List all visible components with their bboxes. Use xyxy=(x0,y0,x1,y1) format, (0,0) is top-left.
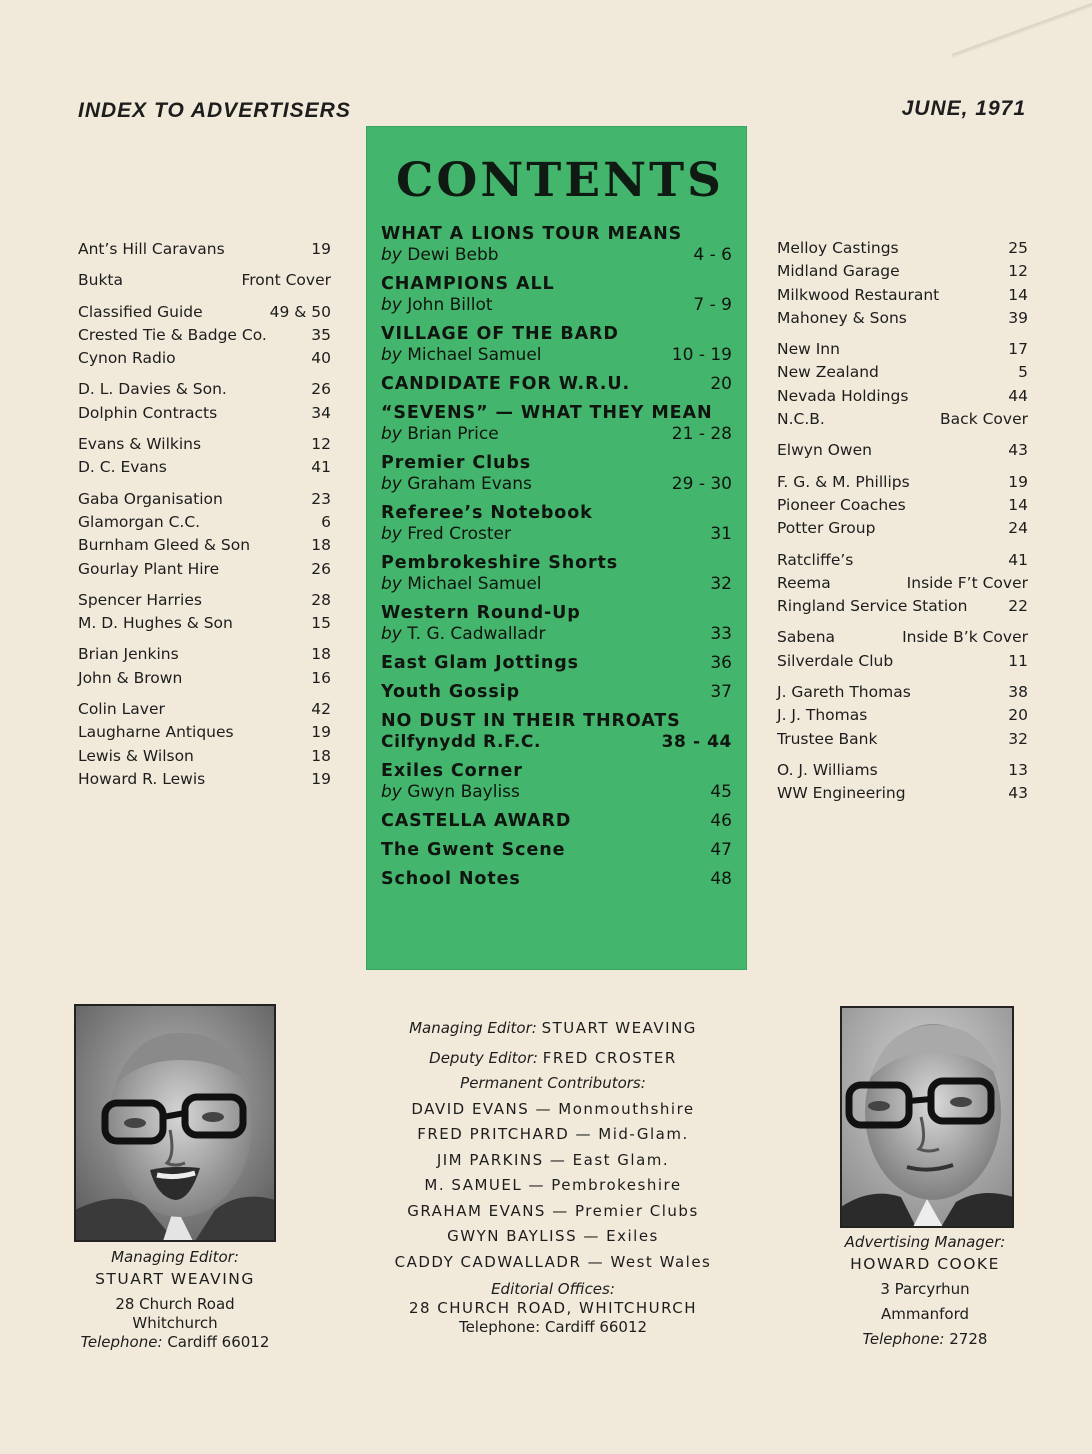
advertiser-row xyxy=(78,378,331,401)
contents-entry xyxy=(381,603,732,645)
contents-entry-byline xyxy=(381,732,732,753)
contents-entry xyxy=(381,503,732,545)
contents-entry-pages: 29 - 30 xyxy=(671,474,732,494)
contents-entry xyxy=(381,811,732,832)
contents-title: CONTENTS xyxy=(396,153,724,208)
contents-entry-by-word: by xyxy=(381,345,402,365)
advertiser-group xyxy=(777,681,1028,751)
contents-entry xyxy=(381,869,732,890)
advertiser-group xyxy=(777,338,1028,431)
advertiser-name: Trustee Bank xyxy=(777,729,878,748)
advertiser-name: Nevada Holdings xyxy=(777,386,909,405)
editorial-offices-address: 28 CHURCH ROAD, WHITCHURCH xyxy=(408,1299,698,1317)
advertiser-row xyxy=(777,439,1028,462)
advertiser-name: Milkwood Restaurant xyxy=(777,285,940,304)
contents-entry-author-name: Gwyn Bayliss xyxy=(407,782,520,802)
advertising-manager-photo xyxy=(840,1006,1014,1228)
advertiser-group xyxy=(78,269,331,292)
advertiser-row xyxy=(777,307,1028,330)
advertiser-row xyxy=(777,728,1028,751)
contents-entry xyxy=(381,840,732,861)
advertiser-name: Dolphin Contracts xyxy=(78,403,218,422)
advertiser-group xyxy=(78,698,331,791)
advertiser-name: Burnham Gleed & Son xyxy=(78,536,251,555)
advertising-manager-telephone xyxy=(815,1330,1035,1349)
advertiser-page: 19 xyxy=(311,769,331,788)
advertiser-page: 16 xyxy=(311,668,331,687)
advertiser-name: Classified Guide xyxy=(78,302,203,321)
contents-entry-line xyxy=(381,653,732,674)
contents-entry-by-word: by xyxy=(381,424,402,444)
contents-entry xyxy=(381,403,732,445)
advertiser-name: Pioneer Coaches xyxy=(777,495,906,514)
managing-editor-address-line2: Whitchurch xyxy=(132,1314,218,1332)
contents-entry-byline xyxy=(381,624,732,645)
managing-editor-telephone xyxy=(60,1333,290,1352)
advertisers-list-left xyxy=(78,238,331,799)
contents-entry-line xyxy=(381,811,732,832)
contributor: CADDY CADWALLADR — West Wales xyxy=(394,1252,712,1271)
advertiser-page: 43 xyxy=(1008,441,1028,460)
advertiser-page: 14 xyxy=(1008,285,1028,304)
advertiser-row xyxy=(78,238,331,261)
contents-entry-subtitle: Cilfynydd R.F.C. xyxy=(381,732,542,752)
contents-entry-title: Pembrokeshire Shorts xyxy=(381,553,619,573)
advertiser-page: 17 xyxy=(1008,340,1028,359)
contents-entry-author xyxy=(381,295,493,316)
advertiser-page: Inside B’k Cover xyxy=(902,628,1028,647)
advertiser-name: Brian Jenkins xyxy=(78,645,179,664)
contents-entry-byline xyxy=(381,574,732,595)
contents-entry-title: Referee’s Notebook xyxy=(381,503,593,523)
contents-entry xyxy=(381,453,732,495)
advertiser-row xyxy=(78,698,331,721)
contents-entry-title: Premier Clubs xyxy=(381,453,532,473)
advertiser-page: 35 xyxy=(311,325,331,344)
contents-entry-pages: 10 - 19 xyxy=(671,345,732,365)
contributor: M. SAMUEL — Pembrokeshire xyxy=(424,1176,682,1194)
advertiser-page: 19 xyxy=(1008,472,1028,491)
advertiser-name: Evans & Wilkins xyxy=(78,435,202,454)
advertiser-row xyxy=(78,534,331,557)
managing-editor-telephone-number: Cardiff 66012 xyxy=(167,1333,270,1351)
contents-entry-title: School Notes xyxy=(381,869,521,889)
advertising-manager-name: HOWARD COOKE xyxy=(850,1255,1000,1273)
contents-entry-author-name: Graham Evans xyxy=(407,474,532,494)
contents-entry-author xyxy=(381,474,532,495)
managing-editor-name: STUART WEAVING xyxy=(95,1270,255,1288)
advertiser-row xyxy=(777,338,1028,361)
advertiser-page: 28 xyxy=(311,590,331,609)
advertiser-page: 12 xyxy=(311,435,331,454)
contributor: DAVID EVANS — Monmouthshire xyxy=(411,1099,695,1118)
contents-entry-line xyxy=(381,682,732,703)
advertiser-name: Potter Group xyxy=(777,519,876,538)
advertiser-name: D. C. Evans xyxy=(78,458,167,477)
advertising-manager-role: Advertising Manager: xyxy=(844,1233,1006,1251)
advertiser-row xyxy=(777,471,1028,494)
advertiser-group xyxy=(78,378,331,425)
advertiser-name: Howard R. Lewis xyxy=(78,769,206,788)
contents-entry-pages: 31 xyxy=(710,524,732,544)
contents-entry-pages: 33 xyxy=(710,624,732,644)
advertiser-row xyxy=(777,361,1028,384)
contents-entry-author-name: Brian Price xyxy=(407,424,499,444)
contents-entry-byline xyxy=(381,345,732,366)
advertiser-name: Midland Garage xyxy=(777,262,900,281)
advertiser-row xyxy=(777,650,1028,673)
contents-entry-title: Youth Gossip xyxy=(381,682,521,702)
advertiser-name: Laugharne Antiques xyxy=(78,723,234,742)
advertiser-page: 18 xyxy=(311,645,331,664)
advertiser-page: 42 xyxy=(311,700,331,719)
contents-entry-byline xyxy=(381,245,732,266)
advertiser-row xyxy=(78,511,331,534)
contents-entry-author-name: John Billot xyxy=(407,295,493,315)
advertiser-row xyxy=(78,456,331,479)
advertiser-name: Gaba Organisation xyxy=(78,489,223,508)
contents-entry-pages: 38 - 44 xyxy=(661,732,732,752)
contents-entry-pages: 37 xyxy=(710,682,732,702)
advertiser-page: 25 xyxy=(1008,239,1028,257)
contents-entry xyxy=(381,682,732,703)
contents-entry-byline xyxy=(381,295,732,316)
contents-entry-by-word: by xyxy=(381,574,402,594)
advertiser-page: 19 xyxy=(311,240,331,258)
page-corner-fold xyxy=(952,0,1092,60)
advertiser-row xyxy=(777,260,1028,283)
advertiser-page: 13 xyxy=(1008,760,1028,779)
contents-entry xyxy=(381,761,732,803)
contents-entry-line xyxy=(381,840,732,861)
contributor: FRED PRITCHARD — Mid-Glam. xyxy=(417,1125,689,1143)
contents-entry-line xyxy=(381,869,732,890)
contents-entry-author xyxy=(381,424,499,445)
managing-editor-credit xyxy=(380,1016,726,1042)
advertiser-row xyxy=(78,269,331,292)
contents-entry-title: CANDIDATE FOR W.R.U. xyxy=(381,374,630,394)
advertiser-name: D. L. Davies & Son. xyxy=(78,380,227,399)
contents-entry-author-name: Michael Samuel xyxy=(407,345,542,365)
advertiser-page: 5 xyxy=(1018,363,1028,382)
advertiser-row xyxy=(777,385,1028,408)
advertising-manager-telephone-label: Telephone: xyxy=(862,1330,945,1348)
advertiser-row xyxy=(78,324,331,347)
advertiser-name: Cynon Radio xyxy=(78,349,176,368)
contents-entry-author xyxy=(381,245,499,266)
advertiser-row xyxy=(78,643,331,666)
advertiser-page: 22 xyxy=(1008,597,1028,616)
managing-editor-credit-label: Managing Editor: xyxy=(409,1019,537,1037)
contents-entry-line xyxy=(381,374,732,395)
advertiser-page: 34 xyxy=(311,403,331,422)
contents-entry-pages: 47 xyxy=(710,840,732,860)
managing-editor-caption xyxy=(60,1248,290,1352)
contents-entry-author-name: Michael Samuel xyxy=(407,574,542,594)
advertiser-name: Crested Tie & Badge Co. xyxy=(78,325,267,344)
contents-entry-author-name: Dewi Bebb xyxy=(407,245,499,265)
advertiser-group xyxy=(777,759,1028,806)
advertising-manager-address-line2: Ammanford xyxy=(880,1305,970,1323)
advertiser-group xyxy=(777,471,1028,541)
advertiser-name: N.C.B. xyxy=(777,410,825,429)
contents-entry-byline xyxy=(381,524,732,545)
advertiser-name: Elwyn Owen xyxy=(777,441,872,460)
contents-entry-by-word: by xyxy=(381,524,402,544)
contents-entry-author xyxy=(381,782,520,803)
managing-editor-address-line1: 28 Church Road xyxy=(115,1295,235,1313)
advertiser-row xyxy=(777,408,1028,431)
advertiser-name: Sabena xyxy=(777,628,836,647)
advertiser-row xyxy=(777,237,1028,260)
advertiser-name: John & Brown xyxy=(78,668,183,687)
contents-entry-pages: 32 xyxy=(710,574,732,594)
advertiser-page: 38 xyxy=(1008,683,1028,702)
advertiser-name: Lewis & Wilson xyxy=(78,746,194,765)
advertiser-group xyxy=(777,626,1028,673)
advertiser-name: O. J. Williams xyxy=(777,760,878,779)
advertiser-page: Back Cover xyxy=(940,410,1028,429)
contents-entry-author-name: Fred Croster xyxy=(407,524,511,544)
advertiser-row xyxy=(78,667,331,690)
advertiser-row xyxy=(777,284,1028,307)
managing-editor-photo xyxy=(74,1004,276,1242)
advertiser-row xyxy=(777,782,1028,805)
advertiser-page: 41 xyxy=(1008,550,1028,569)
contents-entry-by-word: by xyxy=(381,295,402,315)
advertiser-name: Glamorgan C.C. xyxy=(78,512,201,531)
advertisers-list-right xyxy=(777,237,1028,814)
contents-entry-byline xyxy=(381,474,732,495)
advertiser-name: New Inn xyxy=(777,340,840,359)
contents-entry-pages: 7 - 9 xyxy=(693,295,732,315)
advertiser-page: 15 xyxy=(311,614,331,633)
advertiser-page: 20 xyxy=(1008,706,1028,725)
advertiser-group xyxy=(777,549,1028,619)
advertiser-group xyxy=(78,238,331,261)
advertiser-group xyxy=(78,488,331,581)
advertiser-group xyxy=(78,589,331,636)
contents-entry-title: Exiles Corner xyxy=(381,761,523,781)
advertiser-group xyxy=(78,643,331,690)
contents-entry xyxy=(381,224,732,266)
advertiser-row xyxy=(78,347,331,370)
advertiser-page: 26 xyxy=(311,559,331,578)
advertiser-name: J. J. Thomas xyxy=(777,706,868,725)
advertiser-row xyxy=(78,433,331,456)
contents-entry-author-name: T. G. Cadwalladr xyxy=(407,624,546,644)
advertiser-page: 26 xyxy=(311,380,331,399)
contents-entry-title: The Gwent Scene xyxy=(381,840,566,860)
contents-entry-title: WHAT A LIONS TOUR MEANS xyxy=(381,224,683,244)
advertiser-group xyxy=(78,433,331,480)
advertiser-row xyxy=(78,745,331,768)
contents-entry-title: VILLAGE OF THE BARD xyxy=(381,324,619,344)
contents-entry-title: NO DUST IN THEIR THROATS xyxy=(381,711,681,731)
advertiser-row xyxy=(777,681,1028,704)
deputy-editor-credit-label: Deputy Editor: xyxy=(429,1048,538,1067)
contents-entry-pages: 36 xyxy=(710,653,732,673)
contributors-list xyxy=(380,1097,726,1276)
advertiser-row xyxy=(777,549,1028,572)
advertiser-group xyxy=(777,237,1028,330)
deputy-editor-credit xyxy=(380,1046,726,1072)
contents-entry-title: East Glam Jottings xyxy=(381,653,580,673)
advertiser-name: Reema xyxy=(777,573,831,592)
contents-entry-by-word: by xyxy=(381,245,402,265)
contents-entry-pages: 46 xyxy=(710,811,732,831)
advertiser-page: 40 xyxy=(311,349,331,368)
advertiser-row xyxy=(777,517,1028,540)
advertiser-page: 32 xyxy=(1008,729,1028,748)
contents-entry-title: CASTELLA AWARD xyxy=(381,811,572,831)
contents-entry-by-word: by xyxy=(381,624,402,644)
contents-entry-byline xyxy=(381,782,732,803)
contents-entry-byline xyxy=(381,424,732,445)
editorial-offices-telephone: Telephone: Cardiff 66012 xyxy=(458,1318,648,1336)
advertiser-name: J. Gareth Thomas xyxy=(777,683,911,702)
issue-date: JUNE, 1971 xyxy=(901,97,1026,120)
contents-entry-author xyxy=(381,574,542,595)
advertiser-row xyxy=(78,301,331,324)
contents-entry xyxy=(381,711,732,753)
contents-entry-pages: 20 xyxy=(710,374,732,394)
deputy-editor-credit-name: FRED CROSTER xyxy=(542,1048,677,1067)
managing-editor-telephone-label: Telephone: xyxy=(80,1333,163,1351)
advertiser-name: Ringland Service Station xyxy=(777,597,968,616)
advertiser-name: M. D. Hughes & Son xyxy=(78,614,233,633)
contributors-heading: Permanent Contributors: xyxy=(460,1074,646,1092)
advertiser-row xyxy=(78,402,331,425)
advertiser-page: 14 xyxy=(1008,495,1028,514)
advertiser-page: 11 xyxy=(1008,651,1028,670)
contents-entry xyxy=(381,653,732,674)
advertising-manager-caption xyxy=(815,1233,1035,1349)
advertiser-name: WW Engineering xyxy=(777,784,906,803)
contents-entry-title: CHAMPIONS ALL xyxy=(381,274,555,294)
advertiser-row xyxy=(78,589,331,612)
advertiser-page: 6 xyxy=(321,512,331,531)
contents-entry xyxy=(381,274,732,316)
advertiser-row xyxy=(777,626,1028,649)
contributor: JIM PARKINS — East Glam. xyxy=(436,1150,670,1169)
advertiser-name: New Zealand xyxy=(777,363,879,382)
contents-entry-pages: 48 xyxy=(710,869,732,889)
managing-editor-credit-name: STUART WEAVING xyxy=(541,1019,697,1037)
contents-entry-pages: 21 - 28 xyxy=(671,424,732,444)
advertiser-name: Gourlay Plant Hire xyxy=(78,559,220,578)
advertiser-row xyxy=(78,768,331,791)
advertisers-index-heading: INDEX TO ADVERTISERS xyxy=(78,99,351,122)
advertiser-row xyxy=(777,494,1028,517)
advertiser-name: Ratcliffe’s xyxy=(777,550,854,569)
advertiser-row xyxy=(777,704,1028,727)
advertising-manager-telephone-number: 2728 xyxy=(949,1330,988,1348)
advertiser-row xyxy=(777,759,1028,782)
advertiser-page: 49 & 50 xyxy=(269,302,331,321)
managing-editor-role: Managing Editor: xyxy=(111,1248,239,1266)
contributor: GRAHAM EVANS — Premier Clubs xyxy=(407,1201,699,1220)
advertiser-page: 18 xyxy=(311,746,331,765)
advertiser-group xyxy=(777,439,1028,462)
advertiser-name: Colin Laver xyxy=(78,700,165,719)
contents-entry-author xyxy=(381,524,511,545)
advertiser-page: Inside F’t Cover xyxy=(906,573,1028,592)
advertiser-row xyxy=(78,721,331,744)
advertiser-page: 19 xyxy=(311,723,331,742)
advertiser-page: 44 xyxy=(1008,386,1028,405)
contents-entry-title: Western Round-Up xyxy=(381,603,581,623)
advertiser-row xyxy=(777,595,1028,618)
contents-entry-by-word: by xyxy=(381,782,402,802)
advertiser-page: 18 xyxy=(311,536,331,555)
advertiser-page: 24 xyxy=(1008,519,1028,538)
advertiser-page: Front Cover xyxy=(241,271,331,290)
advertiser-name: Melloy Castings xyxy=(777,239,899,257)
contents-entry xyxy=(381,324,732,366)
staff-credits xyxy=(380,1016,726,1337)
advertiser-name: F. G. & M. Phillips xyxy=(777,472,910,491)
contents-entry xyxy=(381,374,732,395)
advertiser-page: 12 xyxy=(1008,262,1028,281)
advertiser-group xyxy=(78,301,331,371)
portrait-illustration-right xyxy=(841,1007,1013,1227)
advertiser-name: Ant’s Hill Caravans xyxy=(78,240,225,258)
advertiser-page: 23 xyxy=(311,489,331,508)
advertiser-row xyxy=(777,572,1028,595)
advertiser-name: Spencer Harries xyxy=(78,590,202,609)
advertiser-name: Silverdale Club xyxy=(777,651,894,670)
advertiser-name: Bukta xyxy=(78,271,124,290)
advertising-manager-address-line1: 3 Parcyrhun xyxy=(880,1280,970,1298)
contents-entry-author xyxy=(381,345,542,366)
contents-entry-author xyxy=(381,624,545,645)
advertiser-row xyxy=(78,612,331,635)
contributor: GWYN BAYLISS — Exiles xyxy=(447,1227,659,1245)
contents-entry-by-word: by xyxy=(381,474,402,494)
contents-entry-author xyxy=(381,732,541,753)
portrait-illustration-left xyxy=(75,1005,275,1241)
contents-entry xyxy=(381,553,732,595)
contents-entry-pages: 4 - 6 xyxy=(693,245,732,265)
editorial-offices-heading: Editorial Offices: xyxy=(491,1280,615,1298)
contents-list xyxy=(381,224,732,898)
advertiser-name: Mahoney & Sons xyxy=(777,308,907,327)
advertiser-row xyxy=(78,558,331,581)
advertiser-row xyxy=(78,488,331,511)
advertiser-page: 41 xyxy=(311,458,331,477)
contents-entry-title: “SEVENS” — WHAT THEY MEAN xyxy=(381,403,713,423)
contents-entry-pages: 45 xyxy=(710,782,732,802)
advertiser-page: 43 xyxy=(1008,784,1028,803)
advertiser-page: 39 xyxy=(1008,308,1028,327)
